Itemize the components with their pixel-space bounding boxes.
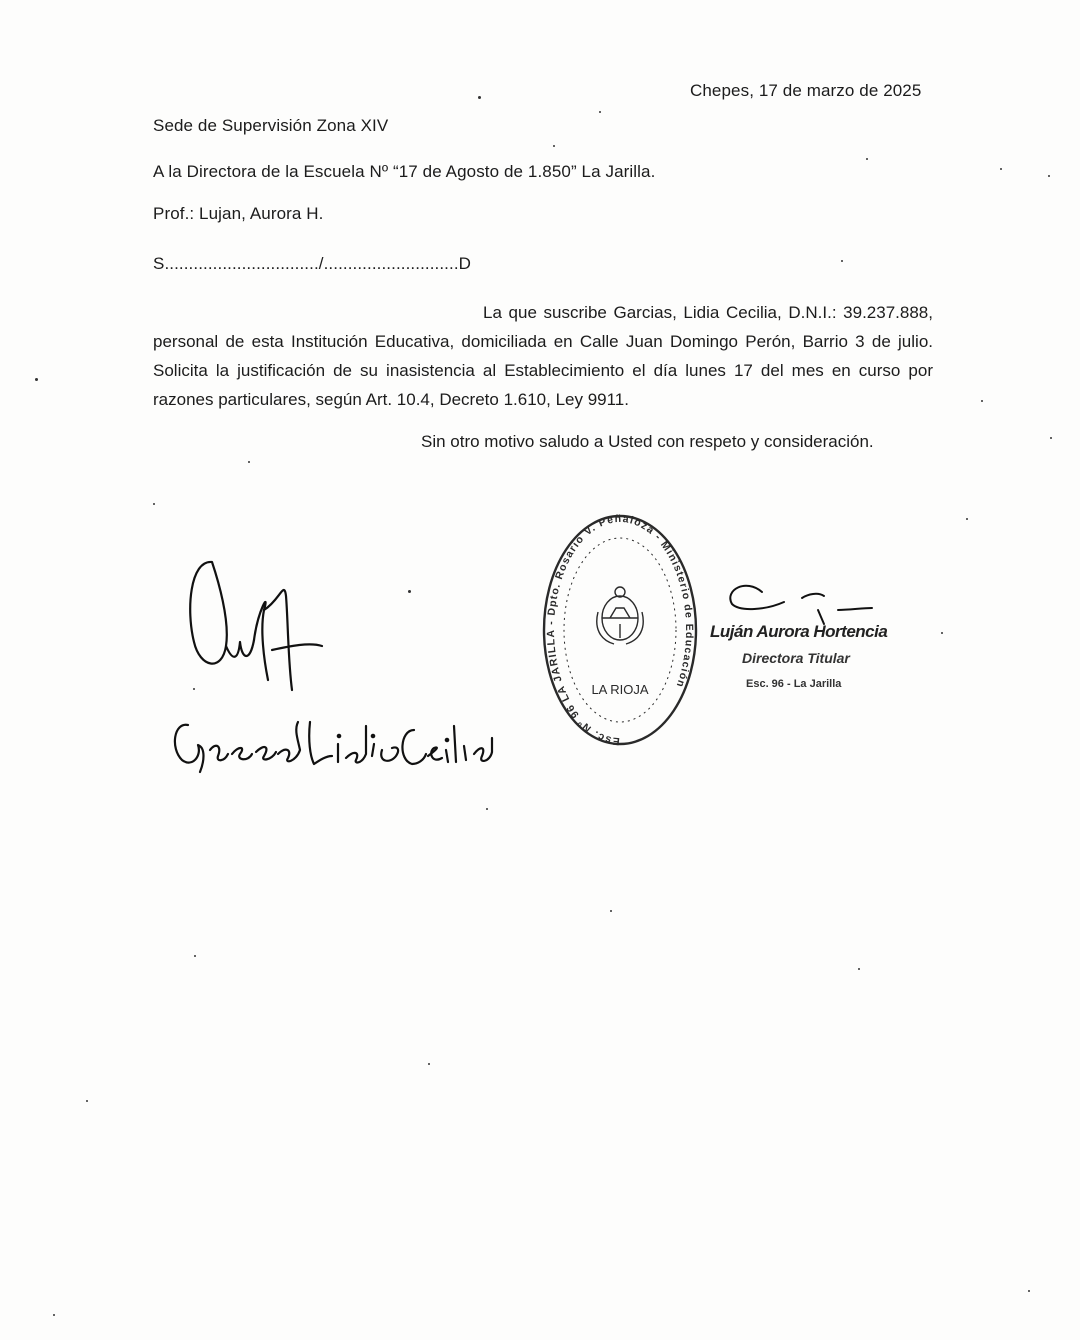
salutation-sd: S................................/............................D [153,254,472,273]
director-title: Directora Titular [742,650,850,666]
applicant-signature [160,550,520,780]
addressee-director-school: A la Directora de la Escuela Nº “17 de Agosto de 1.850” La Jarilla. [153,162,656,181]
stamp-seal [540,512,700,752]
director-signature-scribble [706,570,926,626]
coat-of-arms-icon [597,587,643,644]
addressee-office: Sede de Supervisión Zona XIV [153,116,389,135]
place-date: Chepes, 17 de marzo de 2025 [690,81,922,100]
body-paragraph [153,298,933,414]
stamp-center-text: LA RIOJA [591,682,649,697]
director-school: Esc. 96 - La Jarilla [746,678,842,690]
addressee-professor: Prof.: Lujan, Aurora H. [153,204,324,223]
school-stamp [540,512,700,752]
closing-line: Sin otro motivo saludo a Usted con respeto y consideración. [421,432,874,451]
body-paragraph-text: La que suscribe Garcias, Lidia Cecilia, D.N.I.: 39.237.888, personal de esta Institución Educativa, domiciliada en Calle Juan Domingo Perón, Barrio 3 de julio. Solicita la justificación de su inasistencia al Establecimiento el día lunes 17 del mes en curso por razones particulares, según Art. 10.4, Decreto 1.610, Ley 9911. [153,303,933,409]
director-name: Luján Aurora Hortencia [710,622,888,641]
stamp-outer-text: Esc. Nº 96 LA JARILLA - Dpto. Rosario V. Peñaloza - Ministerio de Educación [545,512,696,748]
director-signature-block [706,570,926,710]
applicant-signature-scribble [160,550,520,780]
